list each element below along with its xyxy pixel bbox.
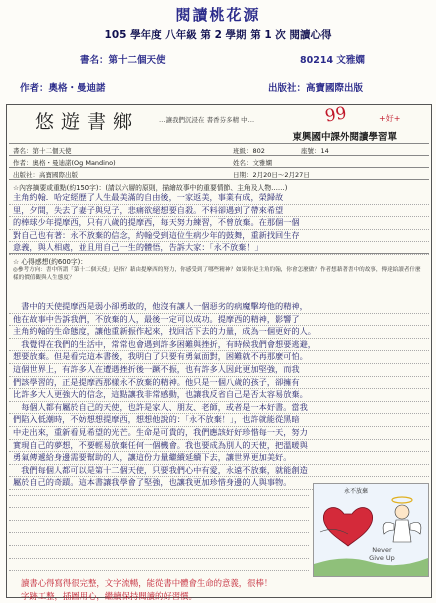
divider	[9, 155, 429, 156]
divider	[9, 179, 429, 180]
summary-line: 里，夕間，失去了妻子與兒子，悲痛欲絕想要自殺。不料卻遇到了帶來希望	[9, 205, 429, 218]
reflection-line: 們陷入低潮時，不妨想想提摩西，想想他說的：「永不放棄！」，也許就能從黑暗	[9, 414, 429, 427]
reflection-prompt: ◎參考方向：書中所謂「第十二個天使」是指？藉由提摩西的努力，你感受到了哪些精神？如果你是主角約翰，你會怎麼做？作者想藉著書中的故事，傳達給讀者什麼樣的價值觀與人生態度？	[13, 267, 421, 281]
worksheet-motto: …讓我們沉浸在 書香芬多精 中…	[159, 116, 255, 124]
reflection-lines	[9, 301, 429, 488]
reflection-line: 實現自己的夢想，不要輕易放棄任何一個機會。我也要成為別人的天使，把溫暖與	[9, 440, 429, 453]
reading-worksheet	[6, 103, 432, 601]
summary-line: 對自己也有著：永不放棄的信念，約翰受到這位生病少年的鼓舞，重新找回生存	[9, 230, 429, 243]
info-publisher: 出版社：高寶國際出版	[13, 171, 78, 179]
school-title: 東興國中課外閱讀學習單	[292, 132, 397, 143]
reflection-line: 書中的天使提摩西是弱小卻勇敢的，他沒有讓人一個惡劣的病魔擊垮他的精神，	[9, 301, 429, 314]
reflection-line: 他在故事中告訴我們，不放棄的人，最後一定可以成功。提摩西的精神，影響了	[9, 314, 429, 327]
summary-line: 的棒球少年提摩西，只有八歲的提摩西，每天努力練習，不曾放棄。在那個一個	[9, 217, 429, 230]
student-code: 80214 文雅嫻	[300, 55, 365, 66]
summary-heading: ☆內容摘要或重點(約150字)：(請以六層的原則，描繪故事中的重要情節、主角及人物……)	[13, 184, 288, 192]
score-note: +好+	[379, 114, 401, 123]
divider	[9, 253, 429, 254]
summary-line: 意義，與人相處，並且用自己一生的體悟，告訴大家：「永不放棄！」	[9, 242, 429, 255]
reflection-line: 屬於自己的奇蹟。這本書讓我學會了堅強，也讓我更加珍惜身邊的人與事物。	[9, 477, 429, 490]
worksheet-banner	[7, 105, 431, 141]
info-name: 姓名：文雅嫻	[233, 159, 272, 167]
reflection-line: 比許多大人更強大的信念，這點讓我非常感動，也讓我反省自己是否太容易放棄。	[9, 389, 429, 402]
worksheet-logo: 悠遊書鄉	[35, 111, 140, 133]
teacher-comment	[21, 577, 272, 603]
comment-line: 字跡工整，插圖用心，繼續保持閱讀的好習慣。	[21, 591, 197, 601]
divider	[9, 167, 429, 168]
summary-lines	[9, 192, 429, 252]
angel-heart-drawing	[314, 484, 428, 576]
page-title: 閱讀桃花源	[175, 6, 261, 24]
reflection-line: 中走出來，重新看見希望的光芒。生命是可貴的，我們應該好好珍惜每一天，努力	[9, 427, 429, 440]
divider	[9, 143, 429, 144]
book-publisher: 出版社：高寶國際出版	[268, 83, 364, 94]
reflection-line: 勇氣傳遞給身邊需要幫助的人，讓這份力量繼續延續下去，讓世界更加美好。	[9, 452, 429, 465]
reflection-lines-lower	[9, 483, 309, 575]
reflection-line: 主角約翰的生命態度，讓他重新振作起來，找回活下去的力量，成為一個更好的人。	[9, 326, 429, 339]
comment-line: 讀書心得寫得很完整，文字流暢，能從書中體會生命的意義，很棒！	[21, 578, 273, 588]
reflection-line: 想要放棄。但是看完這本書後，我明白了只要有勇氣面對，困難就不再那麼可怕。	[9, 351, 429, 364]
book-title: 書名：第十二個天使	[80, 55, 166, 66]
reflection-line: 們該學習的，正是提摩西那樣永不放棄的精神。他只是一個八歲的孩子，卻擁有	[9, 377, 429, 390]
info-author: 作者：奧格・曼迪諾(Og Mandino)	[13, 159, 116, 167]
score-mark: 99	[323, 103, 349, 127]
illustration	[313, 483, 429, 577]
reflection-line: 每個人都有屬於自己的天使，也許是家人、朋友、老師，或者是一本好書。當我	[9, 402, 429, 415]
drawing-caption: 永不放棄	[344, 488, 369, 495]
reflection-line: 我覺得在我們的生活中，常常也會遇到許多困難與挫折，有時候我們會想要逃避，	[9, 339, 429, 352]
reflection-heading: ☆ 心得感想(約600字)：	[13, 258, 88, 266]
reflection-line: 我們每個人都可以是第十二個天使，只要我們心中有愛，永遠不放棄，就能創造	[9, 465, 429, 478]
drawing-text: Never Give Up	[369, 546, 395, 562]
summary-line: 主角約翰．哈定經歷了人生最美滿的自由後，一家返美，事業有成，榮歸故	[9, 192, 429, 205]
page-subtitle: 105 學年度 八年級 第 2 學期 第 1 次 閱讀心得	[104, 29, 332, 41]
book-author: 作者：奧格・曼迪諾	[20, 83, 106, 94]
info-book: 書名：第十二個天使	[13, 147, 72, 155]
reflection-line: 這個世界上，有許多人在遭遇挫折後一蹶不振，也有許多人因此更加堅強，而我	[9, 364, 429, 377]
info-date: 日期：2月20日～2月27日	[233, 171, 310, 179]
info-class: 班級：802	[233, 147, 265, 155]
info-seat: 座號：14	[301, 147, 329, 155]
